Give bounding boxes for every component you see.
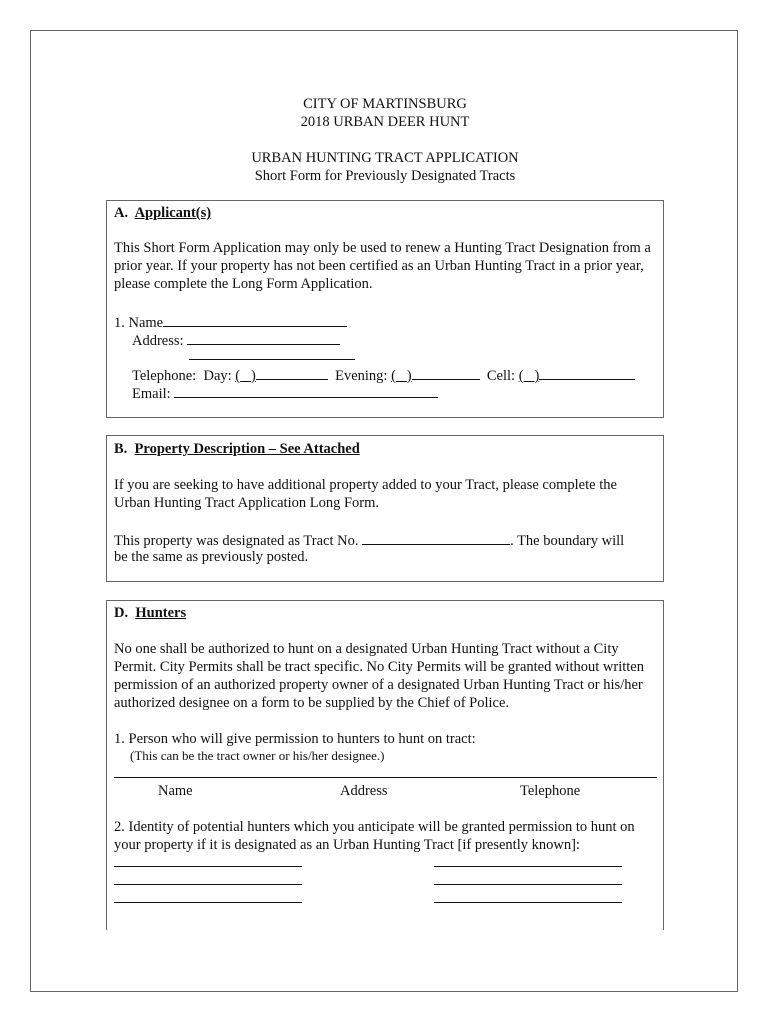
permission-giver-field[interactable] — [114, 777, 657, 778]
item2-text: 2. Identity of potential hunters which you anticipate will be granted permission to hunt on your property if it is designated as an Urban Hunting Tract [if presently known]: — [114, 819, 635, 853]
address-field-2[interactable] — [189, 359, 355, 360]
day-area-code[interactable]: ( ) — [235, 368, 256, 384]
email-field[interactable] — [174, 383, 438, 398]
section-d-letter: D. — [114, 605, 129, 621]
telephone-label: Telephone: — [132, 368, 197, 384]
header-city: CITY OF MARTINSBURG — [303, 96, 467, 112]
section-b-para2-end: be the same as previously posted. — [114, 549, 309, 565]
section-b-title — [114, 440, 360, 458]
tract-number-row — [114, 530, 624, 550]
hunter-line-2-right[interactable] — [434, 884, 622, 885]
col-name: Name — [158, 783, 193, 799]
section-d-heading: Hunters — [135, 605, 187, 621]
header-event: 2018 URBAN DEER HUNT — [300, 114, 470, 130]
section-d-para1: No one shall be authorized to hunt on a designated Urban Hunting Tract without a City Permit. City Permits shall be tract specific. No City Permits will be granted without written permission of an authorized property owner of a designated Urban Hunting Tract or his/her authorized designee on a form to be supplied by the Chief of Police. — [114, 641, 644, 711]
name-label: 1. Name — [114, 315, 164, 331]
evening-label: Evening: — [335, 368, 388, 384]
hunter-line-1-right[interactable] — [434, 866, 622, 867]
tract-number-label: This property was designated as Tract No. — [114, 533, 359, 549]
email-row — [132, 383, 438, 403]
day-label: Day: — [203, 368, 232, 384]
cell-label: Cell: — [486, 368, 516, 384]
name-row — [114, 312, 347, 332]
section-b-letter: B. — [114, 441, 128, 457]
cell-area-code[interactable]: ( ) — [518, 368, 540, 384]
tract-number-field[interactable] — [362, 530, 510, 545]
col-address: Address — [340, 783, 388, 799]
col-telephone: Telephone — [520, 783, 581, 799]
email-label: Email: — [132, 386, 171, 402]
hunter-line-3-right[interactable] — [434, 902, 622, 903]
item1-text: 1. Person who will give permission to hunters to hunt on tract: — [114, 731, 476, 747]
header-form-title: URBAN HUNTING TRACT APPLICATION — [251, 150, 519, 166]
section-b-heading: Property Description – See Attached — [134, 441, 360, 457]
name-field[interactable] — [163, 312, 347, 327]
cell-phone-field[interactable] — [539, 365, 635, 380]
section-a-heading: Applicant(s) — [134, 205, 212, 221]
telephone-row — [132, 365, 635, 385]
boundary-text: . The boundary will — [510, 533, 625, 549]
item1-note: (This can be the tract owner or his/her designee.) — [130, 748, 385, 763]
address-row — [132, 330, 340, 350]
address-field-1[interactable] — [187, 330, 340, 345]
section-a-title — [114, 204, 211, 222]
section-a-intro: This Short Form Application may only be used to renew a Hunting Tract Designation from a prior year. If your property has not been certified as an Urban Hunting Tract in a prior year, please complete the Long Form Application. — [114, 240, 651, 292]
hunter-line-1-left[interactable] — [114, 866, 302, 867]
hunter-line-2-left[interactable] — [114, 884, 302, 885]
section-d-title — [114, 604, 186, 622]
address-label: Address: — [132, 333, 184, 349]
section-a-letter: A. — [114, 205, 129, 221]
section-b-para1: If you are seeking to have additional property added to your Tract, please complete the Urban Hunting Tract Application Long Form. — [114, 477, 617, 511]
day-phone-field[interactable] — [256, 365, 328, 380]
evening-area-code[interactable]: ( ) — [391, 368, 412, 384]
header-form-subtitle: Short Form for Previously Designated Tracts — [254, 168, 516, 184]
evening-phone-field[interactable] — [412, 365, 480, 380]
hunter-line-3-left[interactable] — [114, 902, 302, 903]
